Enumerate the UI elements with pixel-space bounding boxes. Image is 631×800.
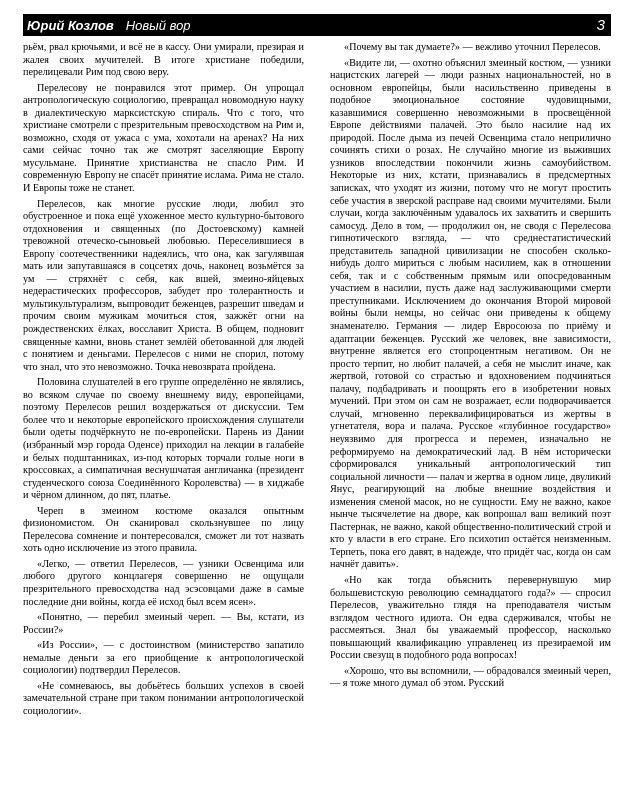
header-author: Юрий Козлов	[27, 17, 114, 33]
paragraph: «Но как тогда объяснить перевернувшую мир большевистскую революцию семнадцатого года?» — спросил Перелесов, уважительно глядя на преподавателя чистым взглядом честного идиота. Он едва сдерживался, чтобы не рассмеяться. Знал бы уважаемый профессор, насколько повышающий квалификацию управленец из презираемой им России свезущ в подобного рода вопросах!	[330, 574, 611, 662]
paragraph: «Понятно, — перебил змеиный череп. — Вы, кстати, из России?»	[23, 612, 304, 636]
paragraph: «Легко, — ответил Перелесов, — узники Освенцима или любого другого концлагеря совершенно не ощущали презрительного превосходства над эсэсовцами даже в самые последние дни войны, когда её исход был всем ясен».	[23, 558, 304, 608]
header-title: Новый вор	[125, 17, 191, 33]
paragraph: Перелесов, как многие русские люди, любил это обустроенное и пока ещё ухоженное место культурно-бытового отдохновения и священных (по Достоевскому) камней тревожной отеческо-сыновьей любовью. Переселившиеся в Европу соотечественники надеялись, что она, как загулявшая мать или запутавшаяся в соцсетях дочь, наконец возьмётся за ум — стряхнёт с себя, как вшей, змеино-яйцевых недерастических профессоров, забудет про толерантность и мультикультурализм, выпроводит беженцев, разрешит шведам и прочим своим мужикам мочиться стоя, зажжёт огни на рождественских ёлках, восславит Христа. В общем, подновит священные камни, вновь станет землёй обетованной для людей с понятием и деньгами. Перелесов с ними не спорил, потому что знал, что это невозможно. Точка невозврата пройдена.	[23, 198, 304, 373]
paragraph: «Не сомневаюсь, вы добьётесь больших успехов в своей замечательной стране при таком понимании антропологической социологии».	[23, 680, 304, 717]
page-number: 3	[596, 16, 605, 34]
paragraph: «Почему вы так думаете?» — вежливо уточнил Перелесов.	[344, 42, 601, 53]
paragraph: «Из России», — с достоинством (министерство запатило немалые деньги за его приобщение к антропологической социологии) подтвердил Перелесов.	[23, 640, 304, 677]
paragraph: Череп в змеином костюме оказался опытным физиономистом. Он сканировал скользнувшее по лицу Перелесова сомнение и понтересовался, сможет ли тот назвать хоть одно исключение из этого правила.	[23, 505, 304, 555]
running-header	[23, 14, 611, 36]
left-column	[23, 42, 304, 794]
paragraph: рьём, рвал крючьями, и всё не в кассу. Они умирали, презирая и жалея своих мучителей. В итоге христиане победили, перелицевали Рим под свою веру.	[23, 42, 304, 79]
paragraph: Половина слушателей в его группе определённо не являлись, во всяком случае по своему внешнему виду, европейцами, поэтому Перелесов решил воздержаться от дискуссии. Тем более что и некоторые европейского происхождения слушатели были одеты подчёркнуто не по-европейски. Парень из Дании (избранный мэр города Оденсе) приходил на лекции в галабейе и белых подштанниках, из-под которых торчали голые ноги в кроссовках, а симпатичная веснушчатая англичанка (президент студенческого союза Соединённого Королевства) — в хиджабе и чёрном длинном, до пят, платье.	[23, 377, 304, 502]
right-column	[330, 42, 611, 794]
paragraph: Перелесову не понравился этот пример. Он упрощал антропологическую социологию, превращал новомодную науку в диалектическую марксистскую спираль. Что с того, что христиане смотрели с презрительным превосходством на Рим и, возможно, сходя от ужаса с ума, хохотали на аренах? На них сами сейчас точно так же смотрят заселяющие Европу мусульмане. Принятие христианства не спасло Рим. И современную Европу не спасёт принятие ислама. Рима не стало. И Европы тоже не станет.	[23, 82, 304, 195]
paragraph: «Хорошо, что вы вспомнили, — обрадовался змеиный череп, — я тоже много думал об этом. Русский	[330, 665, 611, 690]
paragraph: «Видите ли, — охотно объяснил змеиный костюм, — узники нацистских лагерей — люди разных национальностей, но в основном европейцы, были насильственно приведены в подобное эмоциональное состояние чудовищными, казавшимися совершенно невозможными в просвещённой Европе действиями палачей. Это было насилие над их природой. После дыма из печей Освенцима стало неприлично сочинять стихи о розах. Не случайно многие из выживших узников впоследствии покончили жизнь самоубийством. Некоторые из них, кстати, признавались в предсмертных записках, что уходят из жизни, потому что не могут простить себе участия в зверской расправе над своими мучителями. Были случаи, когда заключённым удавалось их захватить и свершить самосуд. Дело в том, — продолжил он, не сводя с Перелесова гипнотического взгляда, — что среднестатистический представитель западной цивилизации не способен сколько-нибудь долго мириться с любым насилием, как в отношении себя, так и с собственным прямым или опосредованным участием в насилии, пусть даже над заслуживающими смерти преступниками. Исключением до окончания Второй мировой войны были немцы, но сейчас они приведены к общему знаменателю. Германия — лидер Евросоюза по приёму и адаптации беженцев. Русский же человек, вне зависимости, внутренне является его стопроцентным негативом. Он не просто терпит, но любит палачей, а себя не мыслит иначе, как жертвой, готовой со страстью и вдохновением подчиняться палачу, подбадривать и поощрять его в изобретении новых мучений. При этом он сам не возражает, если подворачивается случай, мгновенно переквалифицироваться из жертвы в угнетателя, вора и палача. Русское «глубинное государство» неуязвимо для прогресса и перемен, изначально не реформируемо на демократический лад. В нём исторически сформировался уникальный антропологический тип социальной личности — палач и жертва в одном лице, двуликий Янус, реагирующий на любые внешние воздействия и изменения сменой масок, но не сущности. Ему не важно, какое нынче тысячелетие на дворе, как вопрошал ваш великий поэт Пастернак, не важно, какой общественно-политический строй и кто у власти в его стране. Его психотип остаётся неизменным. Терпеть, пока его давят, в надежде, что придёт час, когда он сам начнёт давить».	[330, 57, 611, 571]
